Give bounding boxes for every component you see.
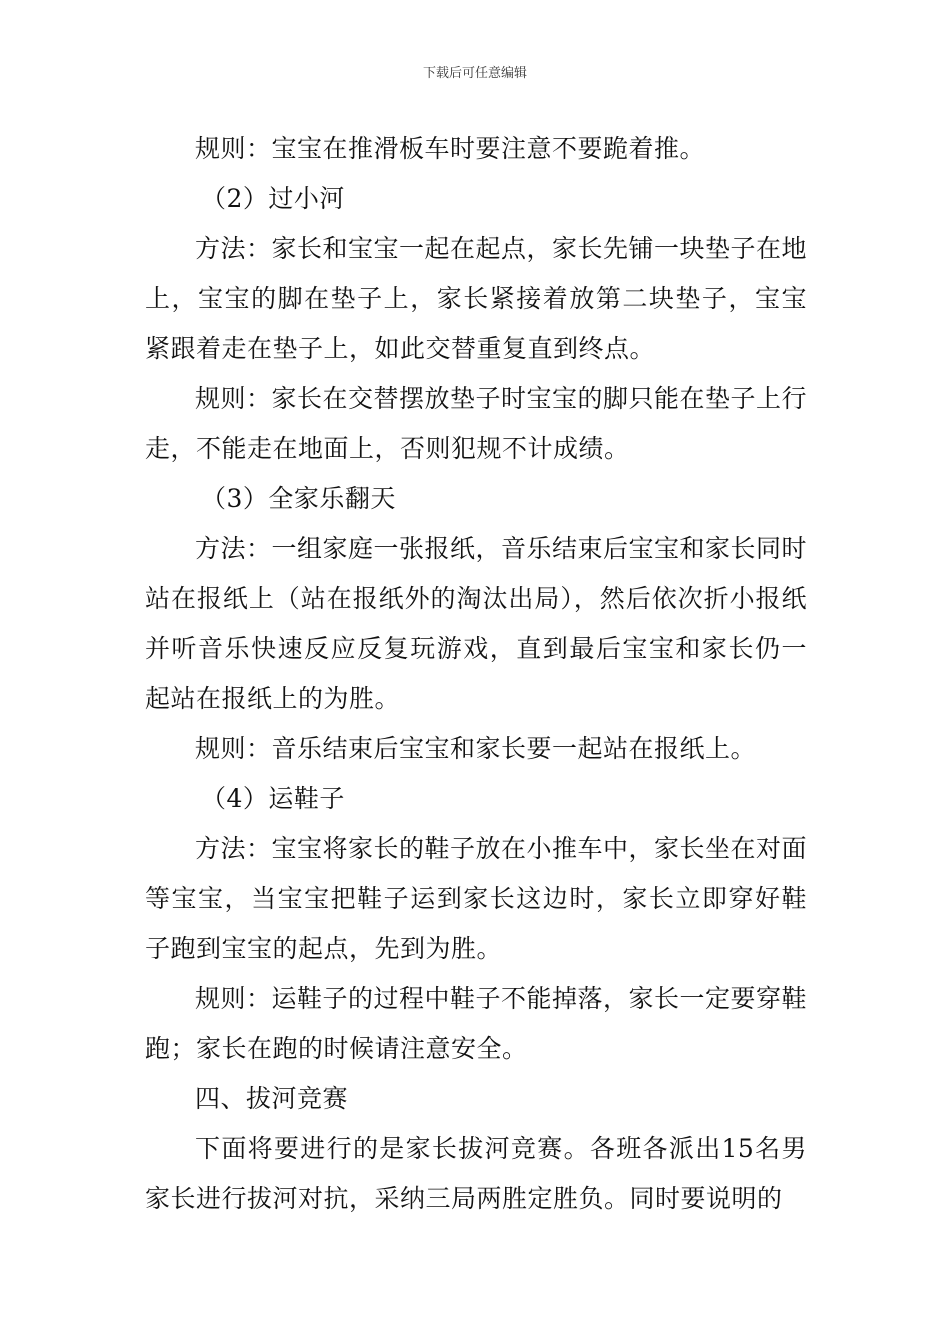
rule-paragraph-scooter: 规则：宝宝在推滑板车时要注意不要跪着推。	[195, 134, 706, 163]
section-heading-cross-river: （2）过小河	[201, 184, 345, 213]
method-paragraph-family-fun: 方法：一组家庭一张报纸，音乐结束后宝宝和家长同时站在报纸上（站在报纸外的淘汰出局），然后依次折小报纸并听音乐快速反应反复玩游戏，直到最后宝宝和家长仍一起站在报纸上的为胜。	[145, 534, 808, 713]
rule-paragraph-family-fun: 规则：音乐结束后宝宝和家长要一起站在报纸上。	[195, 734, 757, 763]
method-paragraph-carry-shoes: 方法：宝宝将家长的鞋子放在小推车中，家长坐在对面等宝宝，当宝宝把鞋子运到家长这边时，家长立即穿好鞋子跑到宝宝的起点，先到为胜。	[145, 834, 808, 963]
rule-paragraph-cross-river: 规则：家长在交替摆放垫子时宝宝的脚只能在垫子上行走，不能走在地面上，否则犯规不计成绩。	[145, 384, 808, 463]
rule-paragraph-carry-shoes: 规则：运鞋子的过程中鞋子不能掉落，家长一定要穿鞋跑；家长在跑的时候请注意安全。	[145, 984, 808, 1063]
section-heading-carry-shoes: （4）运鞋子	[201, 784, 345, 813]
page-header-note: 下载后可任意编辑	[422, 66, 527, 81]
section-heading-family-fun: （3）全家乐翻天	[201, 484, 396, 513]
section-heading-tug-of-war: 四、拔河竞赛	[195, 1084, 349, 1113]
method-paragraph-cross-river: 方法：家长和宝宝一起在起点，家长先铺一块垫子在地上，宝宝的脚在垫子上，家长紧接着放第二块垫子，宝宝紧跟着走在垫子上，如此交替重复直到终点。	[145, 234, 808, 363]
document-body	[145, 124, 807, 1224]
intro-paragraph-tug-of-war: 下面将要进行的是家长拔河竞赛。各班各派出15名男家长进行拔河对抗，采纳三局两胜定胜负。同时要说明的	[145, 1134, 807, 1213]
